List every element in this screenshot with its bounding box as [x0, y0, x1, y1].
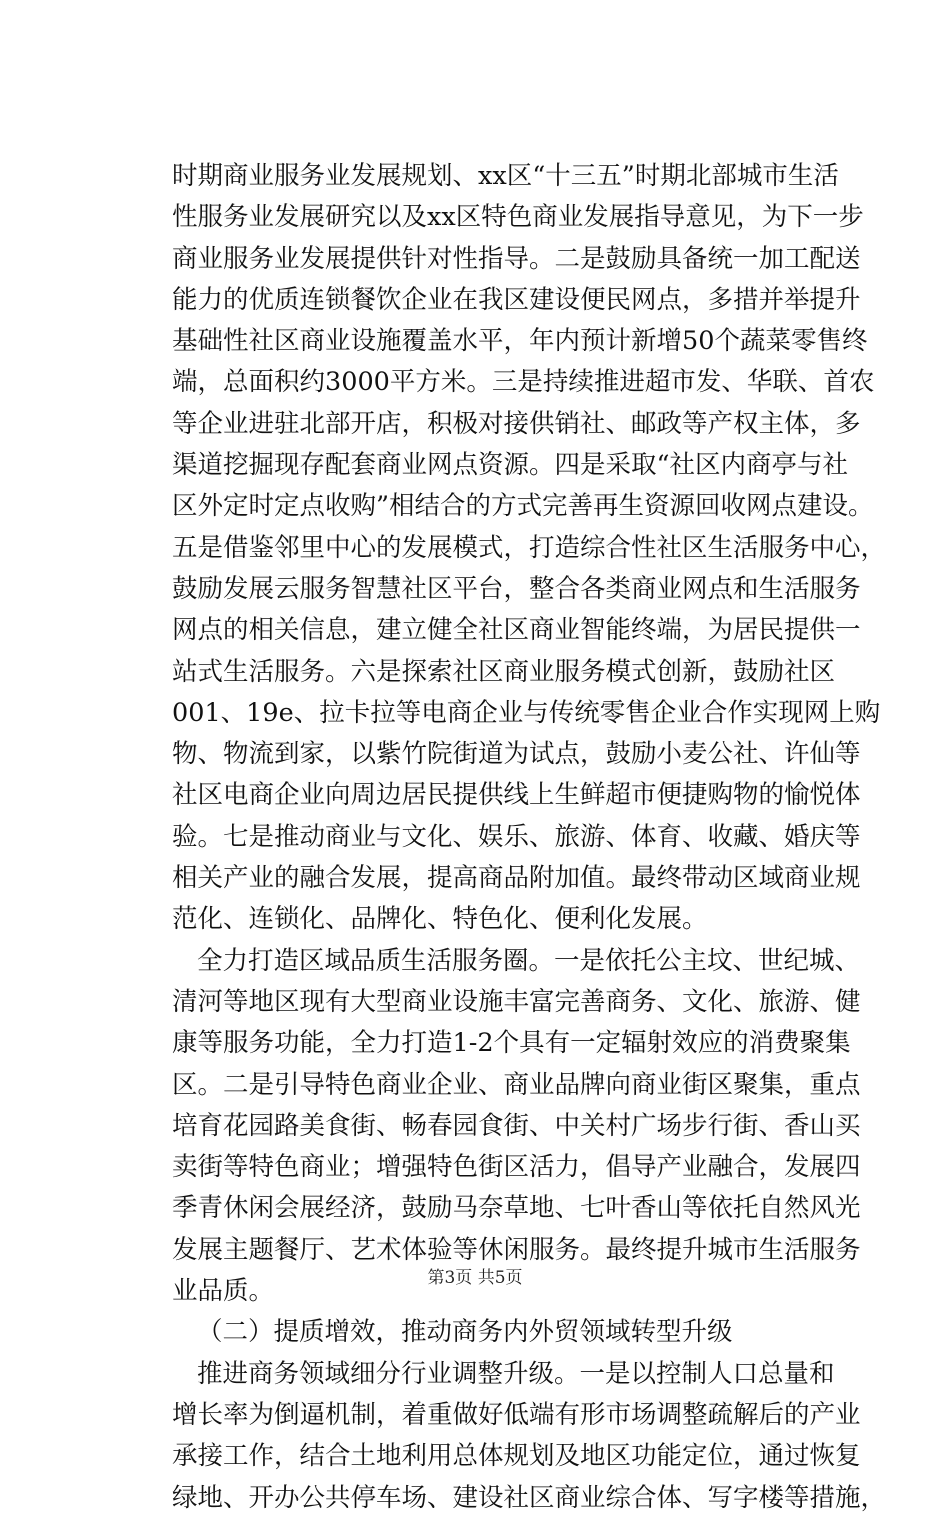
- text-line: 端，总面积约3000平方米。三是持续推进超市发、华联、首农: [172, 367, 875, 398]
- page-footer: 第3页 共5页: [427, 1268, 523, 1288]
- text-line: 能力的优质连锁餐饮企业在我区建设便民网点，多措并举提升: [172, 284, 861, 315]
- text-line: 相关产业的融合发展，提高商品附加值。最终带动区域商业规: [172, 863, 861, 894]
- text-line: 承接工作，结合土地利用总体规划及地区功能定位，通过恢复: [172, 1441, 861, 1472]
- text-line: 范化、连锁化、品牌化、特色化、便利化发展。: [172, 904, 708, 935]
- text-line: 区外定时定点收购”相结合的方式完善再生资源回收网点建设。: [172, 491, 874, 522]
- body-text: [172, 156, 887, 1519]
- text-line: 康等服务功能，全力打造1-2个具有一定辐射效应的消费聚集: [172, 1028, 851, 1059]
- text-line: 验。七是推动商业与文化、娱乐、旅游、体育、收藏、婚庆等: [172, 821, 861, 852]
- text-line: 清河等地区现有大型商业设施丰富完善商务、文化、旅游、健: [172, 986, 861, 1017]
- text-line: 等企业进驻北部开店，积极对接供销社、邮政等产权主体，多: [172, 408, 861, 439]
- text-line: 001、19e、拉卡拉等电商企业与传统零售企业合作实现网上购: [172, 697, 881, 728]
- text-line: 渠道挖掘现存配套商业网点资源。四是采取“社区内商亭与社: [172, 450, 849, 481]
- text-line: （二）提质增效，推动商务内外贸领域转型升级: [197, 1317, 733, 1348]
- text-line: 全力打造区域品质生活服务圈。一是依托公主坟、世纪城、: [197, 945, 861, 976]
- text-line: 绿地、开办公共停车场、建设社区商业综合体、写字楼等措施，: [172, 1482, 887, 1513]
- text-line: 发展主题餐厅、艺术体验等休闲服务。最终提升城市生活服务: [172, 1234, 861, 1265]
- text-line: 鼓励发展云服务智慧社区平台，整合各类商业网点和生活服务: [172, 573, 861, 604]
- text-line: 五是借鉴邻里中心的发展模式，打造综合性社区生活服务中心，: [172, 532, 887, 563]
- text-line: 站式生活服务。六是探索社区商业服务模式创新，鼓励社区: [172, 656, 836, 687]
- text-line: 增长率为倒逼机制，着重做好低端有形市场调整疏解后的产业: [172, 1399, 861, 1430]
- text-line: 培育花园路美食街、畅春园食街、中关村广场步行街、香山买: [172, 1110, 861, 1141]
- text-line: 基础性社区商业设施覆盖水平，年内预计新增50个蔬菜零售终: [172, 326, 868, 357]
- text-line: 时期商业服务业发展规划、xx区“十三五”时期北部城市生活: [172, 161, 839, 191]
- text-line: 社区电商企业向周边居民提供线上生鲜超市便捷购物的愉悦体: [172, 780, 861, 811]
- text-line: 性服务业发展研究以及xx区特色商业发展指导意见，为下一步: [172, 202, 864, 233]
- text-line: 商业服务业发展提供针对性指导。二是鼓励具备统一加工配送: [172, 243, 861, 274]
- text-line: 业品质。: [172, 1276, 275, 1307]
- text-line: 卖街等特色商业；增强特色街区活力，倡导产业融合，发展四: [172, 1152, 861, 1183]
- text-line: 季青休闲会展经济，鼓励马奈草地、七叶香山等依托自然风光: [172, 1193, 861, 1224]
- text-line: 物、物流到家，以紫竹院街道为试点，鼓励小麦公社、许仙等: [172, 739, 861, 770]
- text-line: 推进商务领域细分行业调整升级。一是以控制人口总量和: [197, 1358, 835, 1389]
- text-line: 网点的相关信息，建立健全社区商业智能终端，为居民提供一: [172, 615, 861, 646]
- text-line: 区。二是引导特色商业企业、商业品牌向商业街区聚集，重点: [172, 1069, 861, 1100]
